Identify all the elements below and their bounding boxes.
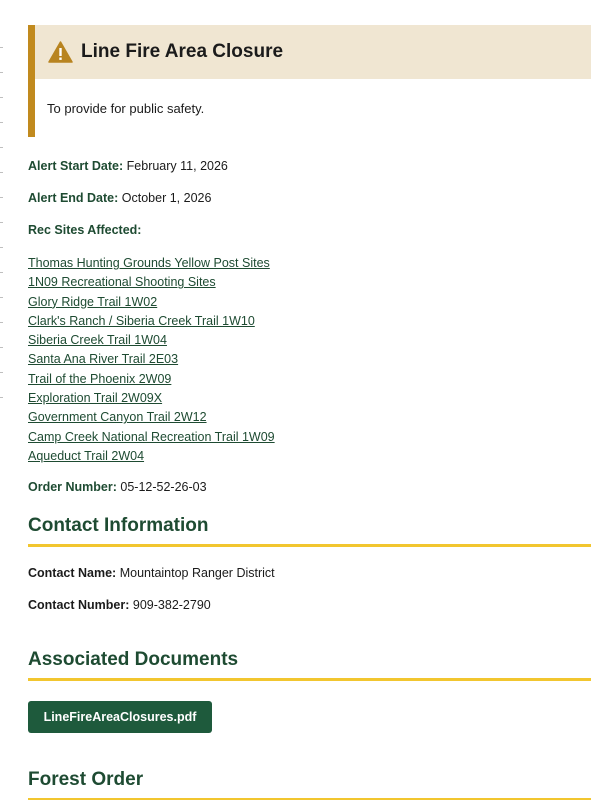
- contact-name-label: Contact Name:: [28, 566, 117, 580]
- contact-number: [28, 598, 211, 612]
- warning-triangle-icon: [48, 41, 73, 63]
- alert-end-date: [28, 191, 211, 205]
- rec-site-link-siberia-creek[interactable]: Siberia Creek Trail 1W04: [28, 333, 167, 348]
- alert-body: To provide for public safety.: [47, 101, 205, 116]
- alert-start-value: February 11, 2026: [126, 159, 228, 173]
- forest-order-section-title: Forest Order: [28, 769, 144, 790]
- contact-section-title: Contact Information: [28, 515, 209, 536]
- alert-title: Line Fire Area Closure: [81, 41, 284, 62]
- contact-number-label: Contact Number:: [28, 598, 130, 612]
- alert-start-date: [28, 159, 228, 173]
- order-number-label: Order Number:: [28, 480, 117, 494]
- rec-site-link-exploration-trail[interactable]: Exploration Trail 2W09X: [28, 391, 163, 406]
- rec-sites-list: [28, 254, 275, 466]
- pdf-download-button[interactable]: LineFireAreaClosures.pdf: [28, 701, 212, 733]
- alert-end-value: October 1, 2026: [121, 191, 212, 205]
- contact-number-value: 909-382-2790: [132, 598, 211, 612]
- rec-sites-heading: [28, 223, 141, 237]
- alert-box: [28, 25, 591, 137]
- rec-site-link-aqueduct-trail[interactable]: Aqueduct Trail 2W04: [28, 448, 145, 463]
- order-number: [28, 480, 207, 494]
- rec-site-link-camp-creek[interactable]: Camp Creek National Recreation Trail 1W09: [28, 429, 275, 444]
- contact-name: [28, 566, 275, 580]
- contact-name-value: Mountaintop Ranger District: [119, 566, 275, 580]
- rec-site-link-glory-ridge[interactable]: Glory Ridge Trail 1W02: [28, 294, 158, 309]
- order-number-value: 05-12-52-26-03: [120, 480, 207, 494]
- rec-site-link-government-canyon[interactable]: Government Canyon Trail 2W12: [28, 410, 207, 425]
- alert-end-label: Alert End Date:: [28, 191, 119, 205]
- documents-section-title: Associated Documents: [28, 649, 239, 670]
- rec-site-link-1n09-shooting-sites[interactable]: 1N09 Recreational Shooting Sites: [28, 275, 216, 290]
- rec-site-link-thomas-hunting-grounds[interactable]: Thomas Hunting Grounds Yellow Post Sites: [28, 256, 270, 270]
- alert-start-label: Alert Start Date:: [28, 159, 124, 173]
- rec-sites-label: Rec Sites Affected:: [28, 223, 142, 237]
- rec-site-link-trail-of-the-phoenix[interactable]: Trail of the Phoenix 2W09: [28, 371, 172, 386]
- documents-divider: [28, 678, 591, 681]
- page-edge-marks: [0, 0, 3, 800]
- alert-header: [35, 25, 591, 79]
- rec-site-link-santa-ana-river[interactable]: Santa Ana River Trail 2E03: [28, 352, 179, 367]
- rec-site-link-clarks-ranch[interactable]: Clark's Ranch / Siberia Creek Trail 1W10: [28, 313, 255, 328]
- contact-divider: [28, 544, 591, 547]
